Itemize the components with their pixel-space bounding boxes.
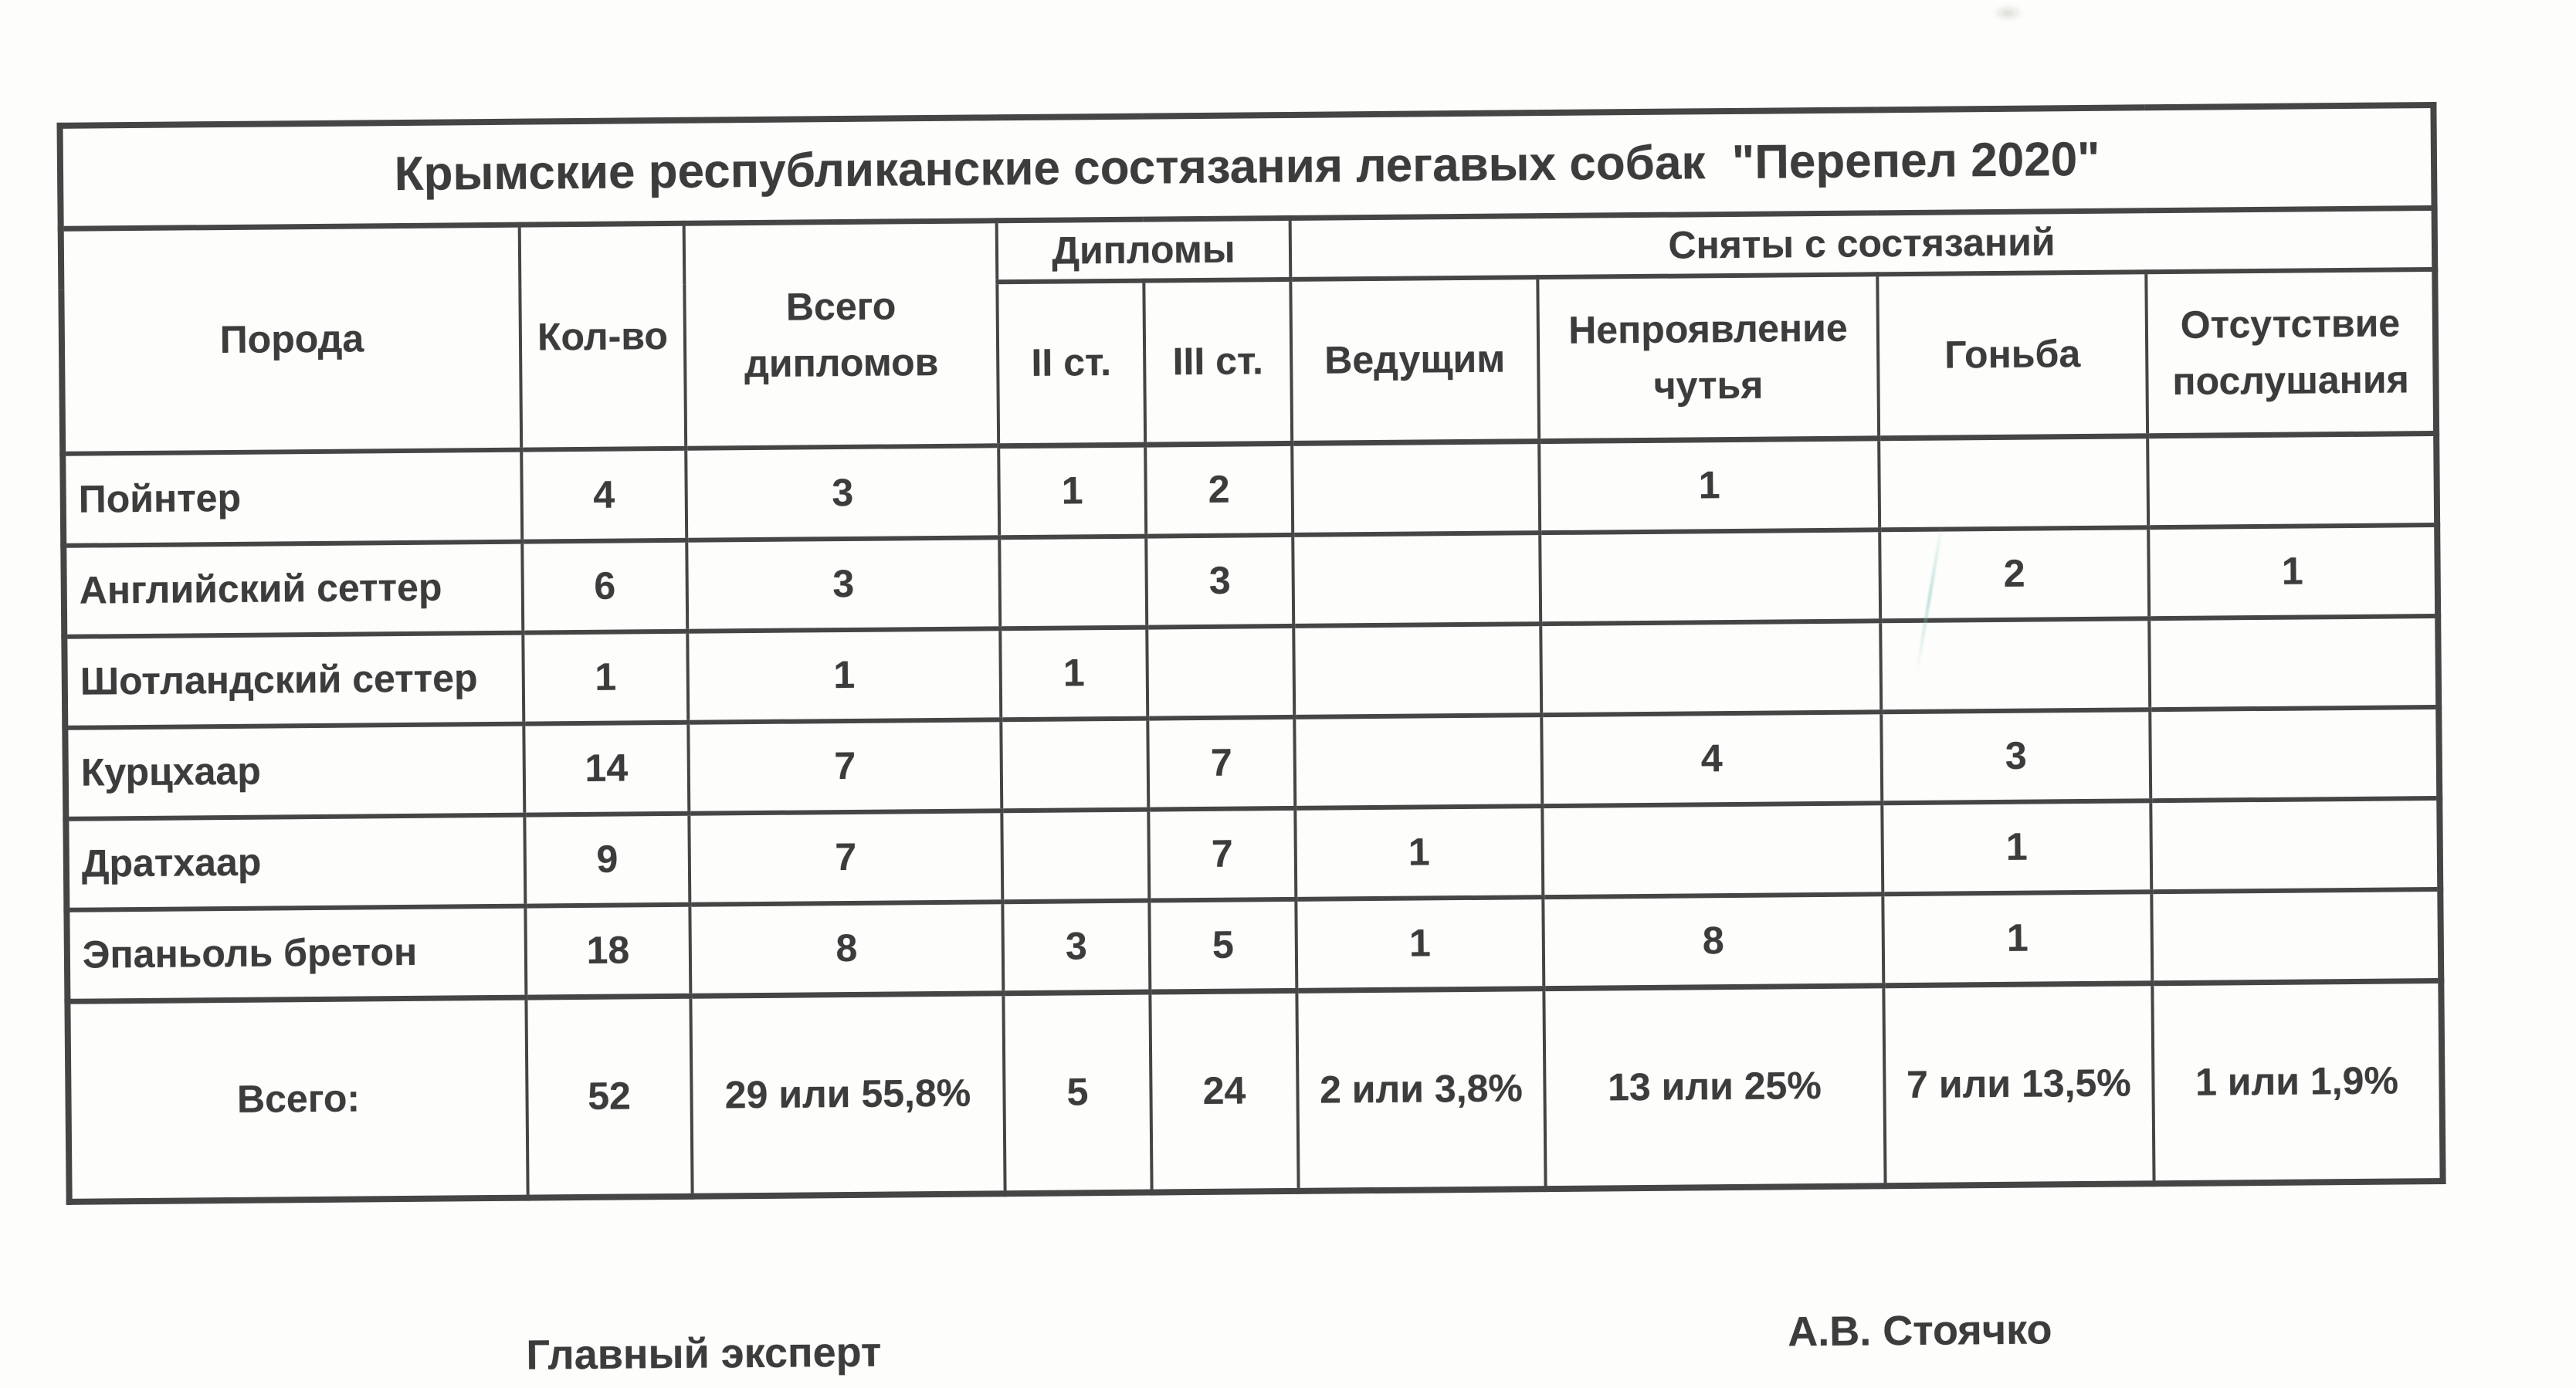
value-cell: 3 bbox=[686, 537, 1000, 631]
value-cell bbox=[1294, 715, 1542, 808]
value-cell bbox=[1542, 803, 1883, 897]
value-cell bbox=[1292, 441, 1540, 534]
value-cell bbox=[1002, 809, 1149, 902]
value-cell: 6 bbox=[522, 540, 687, 632]
value-cell: 1 bbox=[2148, 525, 2438, 618]
diploma-2nd-degree-header: II ст. bbox=[997, 280, 1145, 445]
value-cell bbox=[1880, 618, 2150, 712]
chasing-header: Гоньба bbox=[1877, 272, 2147, 438]
value-cell bbox=[2150, 706, 2439, 800]
value-cell: 3 bbox=[1881, 709, 2151, 803]
value-cell: 2 bbox=[1145, 443, 1293, 536]
removed-by-handler-header: Ведущим bbox=[1290, 277, 1539, 443]
value-cell: 4 bbox=[1541, 712, 1882, 806]
value-cell: 8 bbox=[1543, 894, 1883, 988]
value-cell: 18 bbox=[525, 904, 690, 997]
breed-name-cell: Дратхаар bbox=[66, 814, 525, 909]
value-cell: 1 bbox=[687, 628, 1001, 723]
value-cell bbox=[1147, 625, 1294, 718]
no-obedience-header: Отсутствие послушания bbox=[2146, 269, 2436, 436]
totals-value-cell: 13 или 25% bbox=[1544, 985, 1885, 1188]
value-cell bbox=[999, 536, 1147, 628]
breed-name-cell: Пойнтер bbox=[63, 450, 522, 546]
breed-column-header: Порода bbox=[61, 225, 522, 454]
value-cell bbox=[1879, 435, 2148, 530]
value-cell bbox=[2149, 615, 2439, 709]
diploma-3rd-degree-header: III ст. bbox=[1144, 279, 1292, 444]
value-cell bbox=[1540, 530, 1880, 624]
value-cell: 1 bbox=[1000, 627, 1147, 719]
scan-smudge-artifact bbox=[1992, 5, 2023, 22]
value-cell bbox=[1001, 718, 1148, 811]
value-cell: 1 bbox=[998, 445, 1146, 537]
value-cell: 1 bbox=[1883, 892, 2152, 986]
value-cell bbox=[2151, 889, 2441, 983]
total-diplomas-column-header bbox=[684, 221, 999, 449]
value-cell: 4 bbox=[521, 449, 686, 541]
value-cell: 3 bbox=[1002, 900, 1150, 993]
totals-value-cell: 29 или 55,8% bbox=[690, 993, 1005, 1196]
value-cell: 7 bbox=[1148, 807, 1296, 900]
value-cell: 5 bbox=[1149, 899, 1296, 991]
results-table bbox=[56, 102, 2446, 1204]
totals-row bbox=[67, 980, 2442, 1201]
value-cell bbox=[1293, 624, 1541, 717]
breed-name-cell: Эпаньоль бретон bbox=[66, 906, 526, 1001]
value-cell: 14 bbox=[524, 722, 689, 814]
count-column-header: Кол-во bbox=[520, 223, 686, 449]
totals-value-cell: 1 или 1,9% bbox=[2152, 980, 2442, 1183]
value-cell: 7 bbox=[688, 719, 1002, 814]
value-cell: 1 bbox=[523, 631, 688, 723]
value-cell: 3 bbox=[1146, 534, 1293, 627]
totals-value-cell: 52 bbox=[526, 996, 692, 1197]
totals-value-cell: 2 или 3,8% bbox=[1296, 988, 1545, 1190]
value-cell: 1 bbox=[1539, 438, 1879, 532]
removed-group-header: Сняты с состязаний bbox=[1290, 208, 2435, 279]
chief-expert-label: Главный эксперт bbox=[526, 1329, 882, 1379]
no-scent-header: Непроявление чутья bbox=[1537, 274, 1879, 441]
value-cell bbox=[1541, 621, 1881, 715]
breed-name-cell: Английский сеттер bbox=[63, 541, 523, 636]
table-title: Крымские республиканские состязания легавых собак "Перепел 2020" bbox=[60, 105, 2435, 229]
value-cell bbox=[1293, 533, 1541, 626]
totals-value-cell: 7 или 13,5% bbox=[1883, 983, 2154, 1186]
value-cell: 1 bbox=[1296, 897, 1544, 990]
value-cell bbox=[2151, 797, 2440, 891]
value-cell: 9 bbox=[524, 813, 690, 906]
value-cell: 8 bbox=[690, 902, 1003, 996]
value-cell: 1 bbox=[1882, 801, 2151, 894]
breed-name-cell: Курцхаар bbox=[65, 723, 524, 818]
value-cell: 7 bbox=[689, 811, 1002, 905]
total-diplomas-label: Всего дипломов bbox=[744, 284, 939, 385]
breed-name-cell: Шотландский сеттер bbox=[64, 632, 524, 727]
value-cell bbox=[2147, 433, 2437, 527]
expert-name: А.В. Стоячко bbox=[1787, 1306, 2052, 1356]
totals-value-cell: 5 bbox=[1003, 992, 1151, 1193]
value-cell: 1 bbox=[1295, 806, 1543, 899]
value-cell: 3 bbox=[686, 445, 999, 540]
value-cell: 7 bbox=[1147, 716, 1295, 809]
diplomas-group-header: Дипломы bbox=[997, 218, 1291, 281]
value-cell: 2 bbox=[1879, 527, 2149, 621]
totals-label-cell: Всего: bbox=[67, 997, 527, 1202]
totals-value-cell: 24 bbox=[1150, 990, 1298, 1192]
